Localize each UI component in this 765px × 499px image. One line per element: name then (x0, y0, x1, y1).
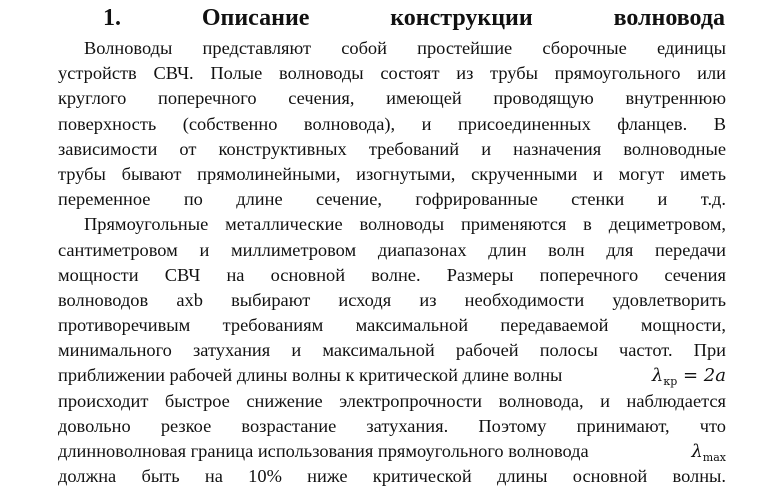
formula-rhs: = 2a (683, 365, 726, 387)
paragraph-1-line-6: трубы бывают прямолинейными, изогнутыми, скрученными и могут иметь (58, 163, 726, 184)
heading-number: 1. (103, 5, 121, 31)
critical-wavelength-formula (652, 363, 726, 388)
line-7-text: приближении рабочей длины волны к критической длине волны (58, 365, 563, 386)
lambda-max-formula (691, 439, 726, 464)
paragraph-2-line-3: мощности СВЧ на основной волне. Размеры поперечного сечения (58, 264, 726, 285)
lambda-max-subscript: max (702, 451, 726, 464)
body-text (58, 36, 726, 489)
paragraph-1-line-5: зависимости от конструктивных требований и назначения волноводные (58, 138, 726, 159)
paragraph-2-line-4: волноводов axb выбирают исходя из необходимости удовлетворить (58, 289, 726, 310)
paragraph-1-line-3: круглого поперечного сечения, имеющей проводящую внутреннюю (58, 88, 726, 109)
heading-word-3: волновода (613, 5, 725, 31)
paragraph-2-line-7 (58, 363, 726, 388)
paragraph-2-line-2: сантиметровом и миллиметровом диапазонах длин волн для передачи (58, 239, 726, 260)
paragraph-1-line-7: переменное по длине сечение, гофрированные стенки и т.д. (58, 189, 726, 210)
lambda-max-symbol: λ (691, 441, 703, 462)
paragraph-2-line-11: должна быть на 10% ниже критической длины основной волны. (58, 466, 726, 487)
section-heading (103, 3, 725, 33)
paragraph-2-line-1: Прямоугольные металлические волноводы применяются в дециметровом, (84, 214, 726, 235)
paragraph-2-line-6: минимального затухания и максимальной рабочей полосы частот. При (58, 340, 726, 361)
paragraph-2-line-9: довольно резкое возрастание затухания. Поэтому принимают, что (58, 415, 726, 436)
heading-word-1: Описание (201, 5, 310, 31)
lambda-symbol: λ (651, 365, 664, 387)
paragraph-2-line-10 (58, 439, 726, 464)
paragraph-2-line-5: противоречивым требованиям максимальной передаваемой мощности, (58, 315, 726, 336)
paragraph-1-line-4: поверхность (собственно волновода), и присоединенных фланцев. В (58, 113, 726, 134)
paragraph-1-line-1: Волноводы представляют собой простейшие сборочные единицы (84, 38, 726, 58)
paragraph-2-line-8: происходит быстрое снижение электропрочности волновода, и наблюдается (58, 390, 726, 411)
line-10-text: длинноволновая граница использования прямоугольного волновода (58, 441, 589, 461)
heading-word-2: конструкции (390, 5, 533, 31)
lambda-subscript-kr: кр (663, 375, 678, 389)
paragraph-1-line-2: устройств СВЧ. Полые волноводы состоят из трубы прямоугольного или (58, 63, 726, 84)
